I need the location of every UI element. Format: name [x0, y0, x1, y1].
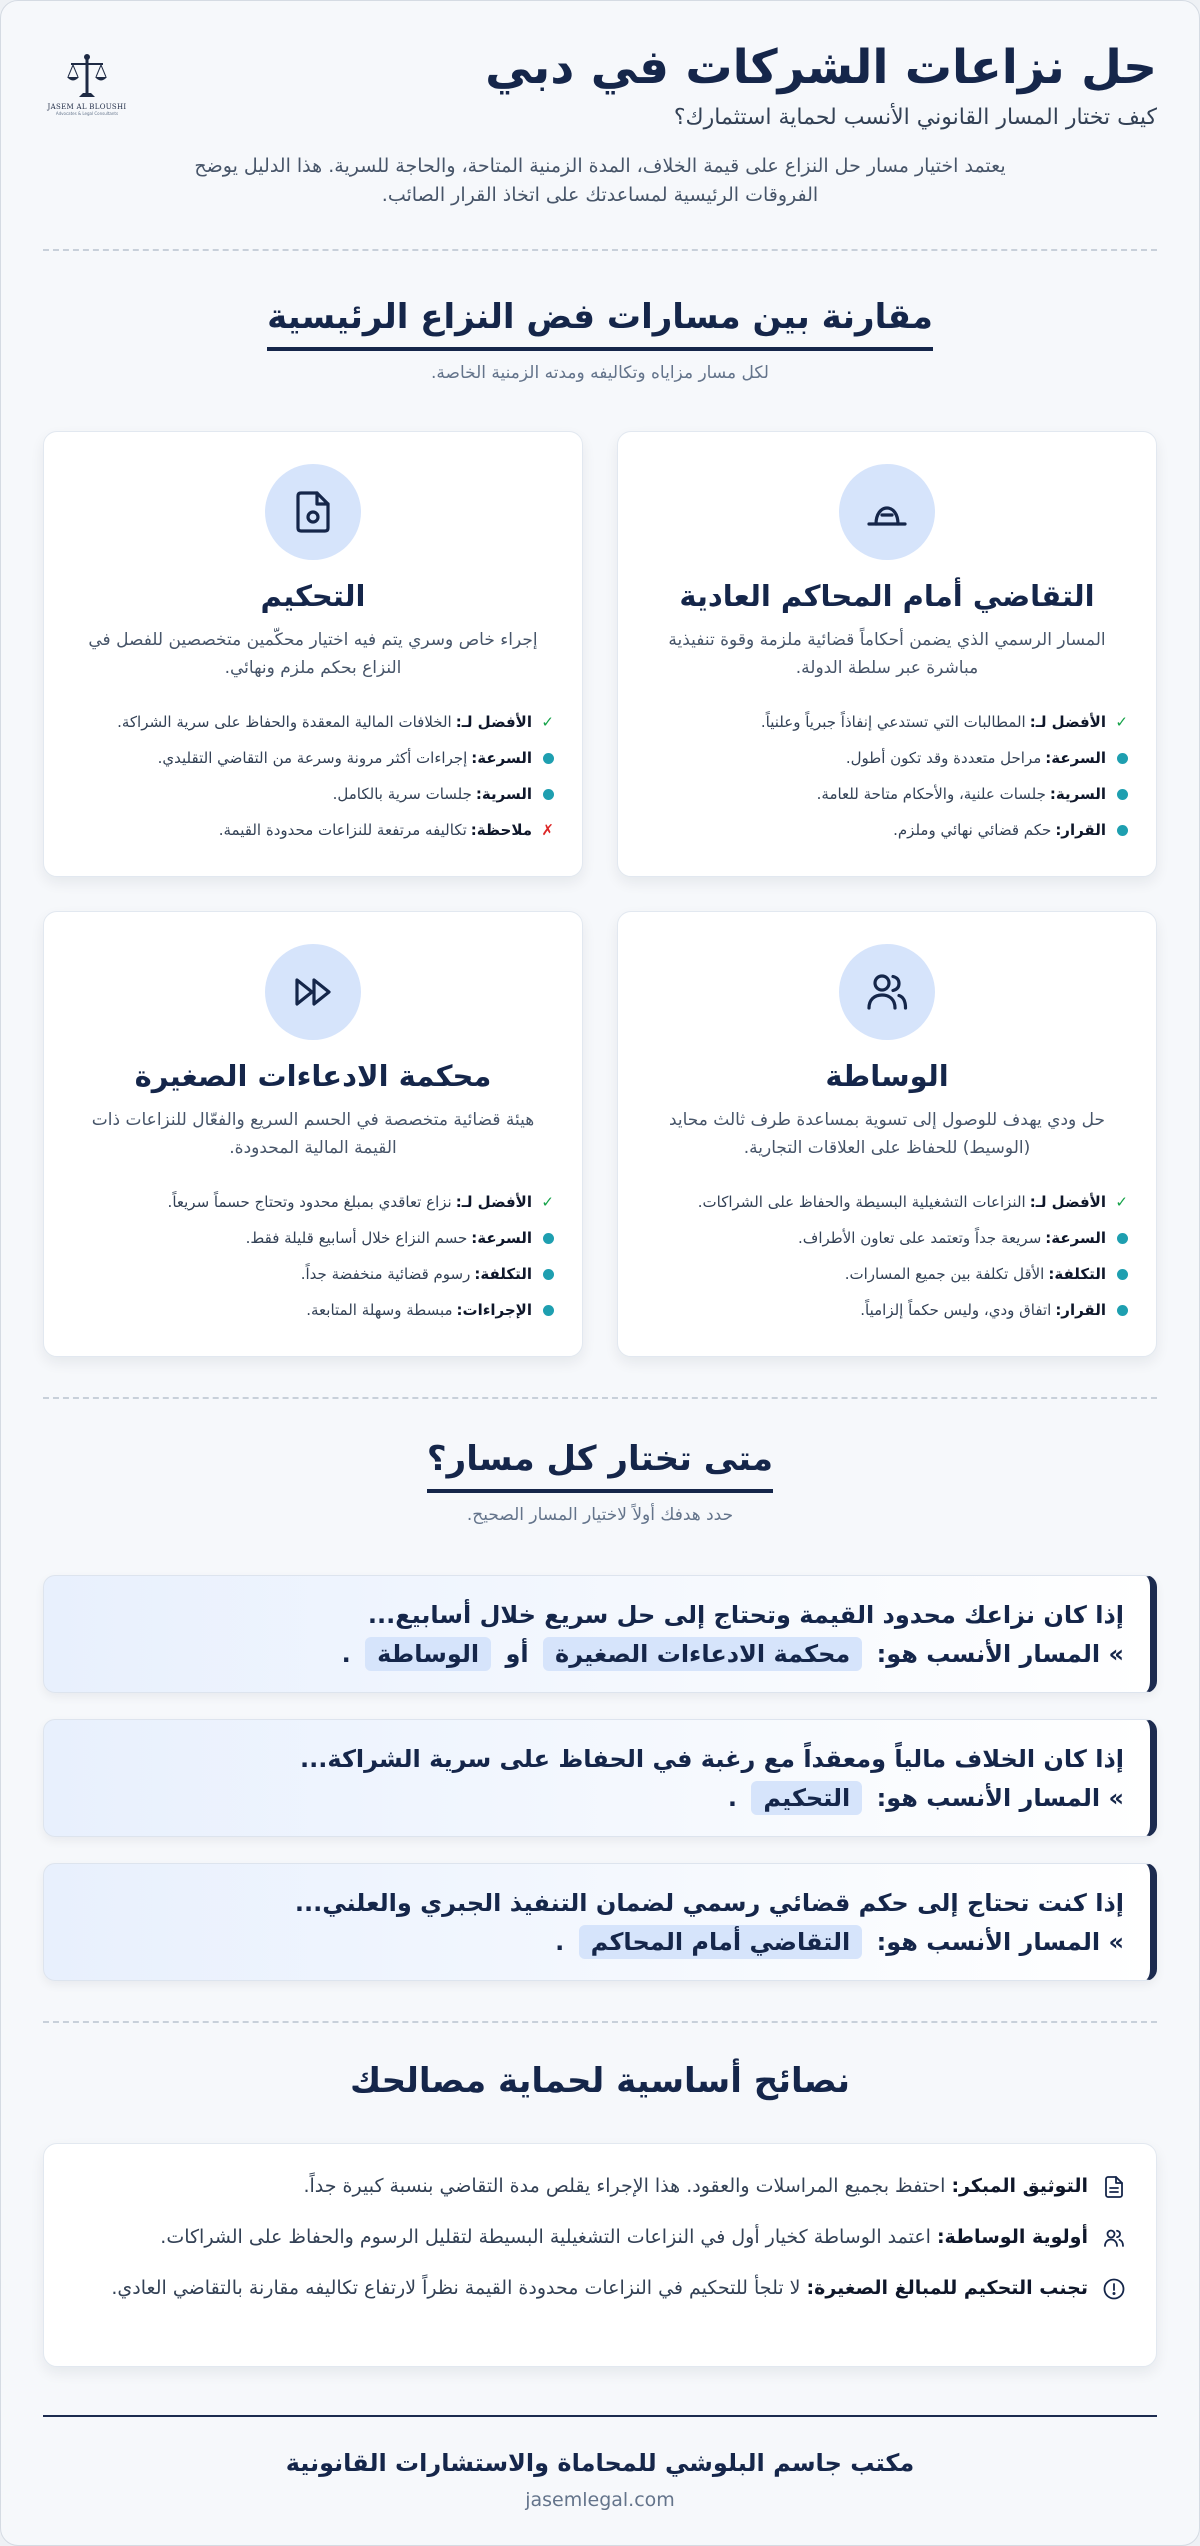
- when-section: [43, 1399, 1157, 1981]
- feature-item: [646, 1292, 1128, 1328]
- path-pill: الوساطة: [365, 1637, 491, 1671]
- check-icon: ✓: [541, 1193, 554, 1211]
- logo: [47, 53, 127, 125]
- tips-card: [43, 2143, 1157, 2367]
- feature-key: السرية:: [1049, 785, 1106, 803]
- answer-prefix: » المسار الأنسب هو:: [876, 1784, 1124, 1812]
- feature-key: السرية:: [475, 785, 532, 803]
- feature-item: [72, 1292, 554, 1328]
- when-block: [43, 1575, 1157, 1693]
- feature-key: السرعة:: [471, 749, 532, 767]
- card-arbitration: [43, 431, 583, 877]
- dot-icon: [1106, 1233, 1128, 1244]
- feature-list: [72, 1184, 554, 1328]
- answer-end: .: [727, 1784, 737, 1812]
- tip-key: التوثيق المبكر:: [951, 2175, 1088, 2197]
- comparison-subtitle: لكل مسار مزاياه وتكاليفه ومدته الزمنية الخاصة.: [431, 363, 769, 383]
- feature-text: مراحل متعددة وقد تكون أطول.: [845, 749, 1042, 767]
- logo-name: JASEM AL BLOUSHI: [47, 103, 127, 111]
- logo-tagline: Advocates & Legal Consultants: [55, 111, 119, 116]
- feature-item: [646, 1256, 1128, 1292]
- dot-icon: [1106, 1269, 1128, 1280]
- when-question: إذا كنت تحتاج إلى حكم قضائي رسمي لضمان التنفيذ الجبري والعلني...: [294, 1889, 1124, 1917]
- alert-icon: [1088, 2274, 1126, 2301]
- feature-item: [72, 1220, 554, 1256]
- feature-key: القرار:: [1055, 821, 1106, 839]
- dot-icon: [1106, 753, 1128, 764]
- dot-icon: [532, 1305, 554, 1316]
- answer-end: .: [555, 1928, 565, 1956]
- card-description: إجراء خاص وسري يتم فيه اختيار محكّمين متخصصين للفصل في النزاع بحكم ملزم ونهائي.: [88, 630, 538, 678]
- dot-icon: [532, 1233, 554, 1244]
- feature-text: جلسات علنية، والأحكام متاحة للعامة.: [816, 785, 1046, 803]
- paths-grid: [43, 431, 1157, 1357]
- gavel-icon: [839, 464, 935, 560]
- tip-item: [94, 2172, 1126, 2201]
- feature-item: [72, 812, 554, 848]
- feature-item: [646, 776, 1128, 812]
- feature-list: [72, 704, 554, 848]
- feature-item: [72, 740, 554, 776]
- footer-website[interactable]: jasemlegal.com: [525, 2489, 675, 2511]
- feature-key: الأفضل لـ:: [455, 713, 532, 731]
- answer-prefix: » المسار الأنسب هو:: [876, 1640, 1124, 1668]
- feature-item: [646, 704, 1128, 740]
- feature-text: نزاع تعاقدي بمبلغ محدود وتحتاج حسماً سريعاً.: [167, 1193, 452, 1211]
- card-description: هيئة قضائية متخصصة في الحسم السريع والفعّال للنزاعات ذات القيمة المالية المحدودة.: [91, 1110, 535, 1158]
- when-title: متى تختار كل مسار؟: [427, 1437, 773, 1493]
- feature-text: حسم النزاع خلال أسابيع قليلة فقط.: [245, 1229, 468, 1247]
- feature-key: الأفضل لـ:: [1029, 1193, 1106, 1211]
- feature-key: الأفضل لـ:: [455, 1193, 532, 1211]
- card-title: التحكيم: [260, 579, 366, 613]
- feature-text: جلسات سرية بالكامل.: [332, 785, 472, 803]
- dot-icon: [1106, 789, 1128, 800]
- feature-item: [72, 1256, 554, 1292]
- feature-text: مبسطة وسهلة المتابعة.: [306, 1301, 453, 1319]
- answer-end: .: [341, 1640, 351, 1668]
- path-pill: محكمة الادعاءات الصغيرة: [543, 1637, 862, 1671]
- feature-text: الأقل تكلفة بين جميع المسارات.: [844, 1265, 1045, 1283]
- feature-item: [646, 740, 1128, 776]
- intro-text: يعتمد اختيار مسار حل النزاع على قيمة الخلاف، المدة الزمنية المتاحة، والحاجة للسرية. هذا الدليل يوضح الفروقات الرئيسية لمساعدتك على اتخاذ القرار الصائب.: [194, 155, 1006, 206]
- feature-key: الأفضل لـ:: [1029, 713, 1106, 731]
- tip-key: أولوية الوساطة:: [936, 2226, 1088, 2248]
- feature-key: السرعة:: [1045, 1229, 1106, 1247]
- tip-text: اعتمد الوساطة كخيار أول في النزاعات التشغيلية البسيطة لتقليل الرسوم والحفاظ على الشراكات.: [160, 2226, 931, 2248]
- tips-title: نصائح أساسية لحماية مصالحك: [349, 2061, 851, 2101]
- feature-item: [72, 1184, 554, 1220]
- scales-icon: [65, 53, 109, 101]
- feature-key: السرعة:: [471, 1229, 532, 1247]
- when-answer: [70, 1778, 1124, 1818]
- feature-text: رسوم قضائية منخفضة جداً.: [300, 1265, 471, 1283]
- feature-text: النزاعات التشغيلية البسيطة والحفاظ على الشراكات.: [697, 1193, 1026, 1211]
- tips-section: [43, 2023, 1157, 2367]
- tip-key: تجنب التحكيم للمبالغ الصغيرة:: [806, 2277, 1088, 2299]
- or-word: أو: [505, 1640, 529, 1668]
- feature-item: [646, 1184, 1128, 1220]
- feature-item: [646, 812, 1128, 848]
- dot-icon: [532, 1269, 554, 1280]
- feature-text: اتفاق ودي، وليس حكماً إلزامياً.: [860, 1301, 1052, 1319]
- footer: [43, 2415, 1157, 2511]
- card-mediation: [617, 911, 1157, 1357]
- when-answer: [70, 1922, 1124, 1962]
- feature-key: التكلفة:: [1048, 1265, 1106, 1283]
- footer-firm-name: مكتب جاسم البلوشي للمحاماة والاستشارات القانونية: [285, 2449, 915, 2477]
- dot-icon: [532, 753, 554, 764]
- when-block: [43, 1863, 1157, 1981]
- tip-text: احتفظ بجميع المراسلات والعقود. هذا الإجراء يقلص مدة التقاضي بنسبة كبيرة جداً.: [303, 2175, 946, 2197]
- tip-item: [94, 2274, 1126, 2303]
- tip-text: لا تلجأ للتحكيم في النزاعات محدودة القيمة نظراً لارتفاع تكاليفه مقارنة بالتقاضي العادي.: [111, 2277, 801, 2299]
- check-icon: ✓: [1115, 1193, 1128, 1211]
- feature-item: [72, 704, 554, 740]
- feature-key: التكلفة:: [474, 1265, 532, 1283]
- when-subtitle: حدد هدفك أولاً لاختيار المسار الصحيح.: [466, 1505, 734, 1525]
- card-small-claims: [43, 911, 583, 1357]
- feature-key: ملاحظة:: [470, 821, 532, 839]
- header: [43, 1, 1157, 249]
- feature-key: القرار:: [1055, 1301, 1106, 1319]
- feature-item: [72, 776, 554, 812]
- check-icon: ✓: [541, 713, 554, 731]
- feature-text: سريعة جداً وتعتمد على تعاون الأطراف.: [798, 1229, 1042, 1247]
- feature-text: حكم قضائي نهائي وملزم.: [893, 821, 1052, 839]
- check-icon: ✓: [1115, 713, 1128, 731]
- tip-item: [94, 2223, 1126, 2252]
- dot-icon: [1106, 1305, 1128, 1316]
- file-icon: [1088, 2172, 1126, 2199]
- feature-key: السرعة:: [1045, 749, 1106, 767]
- when-question: إذا كان الخلاف مالياً ومعقداً مع رغبة في الحفاظ على سرية الشراكة...: [300, 1745, 1124, 1773]
- page-title: حل نزاعات الشركات في دبي: [485, 40, 1157, 95]
- feature-item: [646, 1220, 1128, 1256]
- feature-text: المطالبات التي تستدعي إنفاذاً جبرياً وعلنياً.: [760, 713, 1026, 731]
- card-description: المسار الرسمي الذي يضمن أحكاماً قضائية ملزمة وقوة تنفيذية مباشرة عبر سلطة الدولة.: [668, 630, 1106, 678]
- feature-text: تكاليفه مرتفعة للنزاعات محدودة القيمة.: [218, 821, 467, 839]
- users-icon: [1088, 2223, 1126, 2250]
- path-pill: التقاضي أمام المحاكم: [579, 1925, 863, 1959]
- dot-icon: [1106, 825, 1128, 836]
- page-subtitle: كيف تختار المسار القانوني الأنسب لحماية استثمارك؟: [673, 105, 1157, 130]
- comparison-section: [43, 251, 1157, 1357]
- x-icon: ✗: [541, 821, 554, 839]
- path-pill: التحكيم: [751, 1781, 862, 1815]
- users-icon: [839, 944, 935, 1040]
- card-litigation: [617, 431, 1157, 877]
- when-answer: [70, 1634, 1124, 1674]
- card-title: محكمة الادعاءات الصغيرة: [134, 1059, 492, 1093]
- comparison-title: مقارنة بين مسارات فض النزاع الرئيسية: [267, 295, 933, 351]
- when-question: إذا كان نزاعك محدود القيمة وتحتاج إلى حل سريع خلال أسابيع...: [367, 1601, 1124, 1629]
- footer-rule: [43, 2415, 1157, 2417]
- when-block: [43, 1719, 1157, 1837]
- feature-list: [646, 1184, 1128, 1328]
- card-title: التقاضي أمام المحاكم العادية: [679, 579, 1095, 613]
- answer-prefix: » المسار الأنسب هو:: [876, 1928, 1124, 1956]
- document-icon: [265, 464, 361, 560]
- dot-icon: [532, 789, 554, 800]
- feature-text: الخلافات المالية المعقدة والحفاظ على سرية الشراكة.: [117, 713, 452, 731]
- feature-key: الإجراءات:: [456, 1301, 532, 1319]
- feature-list: [646, 704, 1128, 848]
- card-description: حل ودي يهدف للوصول إلى تسوية بمساعدة طرف ثالث محايد (الوسيط) للحفاظ على العلاقات التجارية.: [668, 1110, 1106, 1158]
- fast-forward-icon: [265, 944, 361, 1040]
- feature-text: إجراءات أكثر مرونة وسرعة من التقاضي التقليدي.: [157, 749, 468, 767]
- card-title: الوساطة: [825, 1059, 949, 1093]
